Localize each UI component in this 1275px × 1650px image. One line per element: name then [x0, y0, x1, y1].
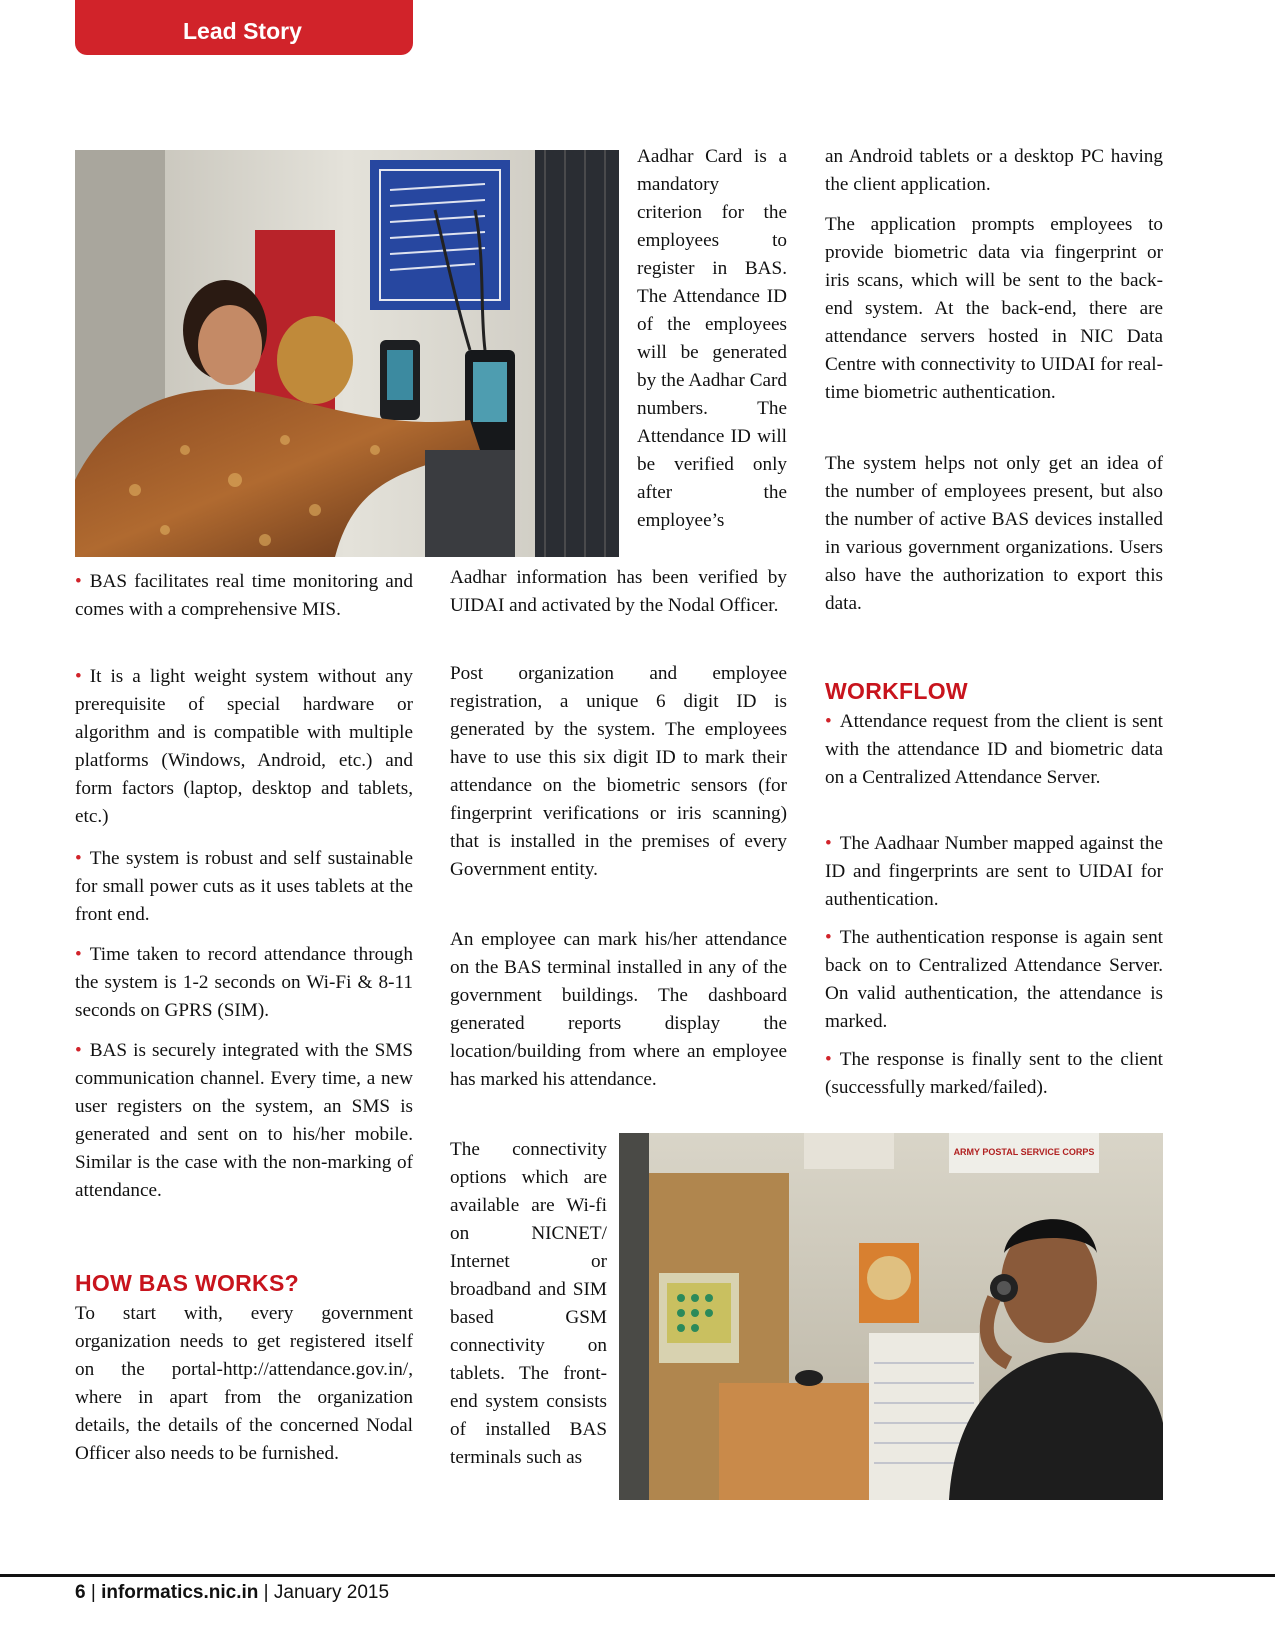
col1-bullet-4: • Time taken to record attendance through the system is 1-2 seconds on Wi-Fi & 8-11 seconds on GPRS (SIM).: [75, 944, 413, 1021]
bullet-dot: •: [75, 571, 82, 592]
footer: [75, 1582, 389, 1604]
col1-how-para: To start with, every government organization needs to get registered itself on the portal-http://attendance.gov.in/, where in apart from the organization details, the details of the concerned Nodal Officer also needs to be furnished.: [75, 1303, 413, 1464]
bullet-dot: •: [75, 666, 82, 687]
photo-woman-biometric-image: [75, 150, 619, 557]
bullet-dot: •: [75, 944, 82, 965]
photo-woman-biometric: [75, 150, 619, 557]
footer-rule: [0, 1574, 1275, 1577]
col3-bullet-2: • The Aadhaar Number mapped against the ID and fingerprints are sent to UIDAI for authentication.: [825, 833, 1163, 910]
bullet-dot: •: [825, 927, 832, 948]
col3-bullet-1: • Attendance request from the client is sent with the attendance ID and biometric data on a Centralized Attendance Server.: [825, 711, 1163, 788]
bullet-dot: •: [75, 848, 82, 869]
army-postal-sign: ARMY POSTAL SERVICE CORPS: [953, 1147, 1095, 1157]
heading-workflow: WORKFLOW: [825, 678, 968, 704]
bullet-dot: •: [825, 711, 832, 732]
photo-man-iris-scanner: [619, 1133, 1163, 1500]
col1-bullet-2: • It is a light weight system without any prerequisite of special hardware or algorithm and is compatible with multiple platforms (Windows, Android, etc.) and form factors (laptop, desktop and tablets, etc.): [75, 666, 413, 827]
bullet-dot: •: [75, 1040, 82, 1061]
footer-date: January 2015: [273, 1582, 390, 1603]
heading-how-bas-works: HOW BAS WORKS?: [75, 1270, 299, 1296]
photo-man-iris-scanner-image: [619, 1133, 1163, 1500]
col1-bullet-5: • BAS is securely integrated with the SMS communication channel. Every time, a new user registers on the system, an SMS is generated and sent on to his/her mobile. Similar is the case with the non-marking of attendance.: [75, 1040, 413, 1201]
col2-para-terminal: An employee can mark his/her attendance on the BAS terminal installed in any of the government buildings. The dashboard generated reports display the location/building from where an employee has marked his attendance.: [450, 929, 787, 1090]
footer-separator: |: [263, 1582, 274, 1603]
footer-site: informatics.nic.in: [101, 1582, 259, 1603]
col2-para-connectivity: The connectivity options which are available are Wi-fi on NICNET/ Internet or broadband and SIM based GSM connectivity on tablets. The front-end system consists of installed BAS terminals such as: [450, 1139, 607, 1468]
section-tab: [75, 0, 413, 55]
col3-para-2: The application prompts employees to provide biometric data via fingerprint or iris scans, which will be sent to the back-end system. At the back-end, there are attendance servers hosted in NIC Data Centre with connectivity to UIDAI for real-time biometric authentication.: [825, 214, 1163, 403]
col3-para-1: an Android tablets or a desktop PC having the client application.: [825, 146, 1163, 195]
col3-bullet-3: • The authentication response is again sent back on to Centralized Attendance Server. On valid authentication, the attendance is marked.: [825, 927, 1163, 1032]
bullet-dot: •: [825, 1049, 832, 1070]
col2-beside-photo: Aadhar Card is a mandatory criterion for the employees to register in BAS. The Attendance ID of the employees will be generated by the Aadhar Card numbers. The Attendance ID will be verified only after the employee’s: [637, 146, 787, 531]
bullet-dot: •: [825, 833, 832, 854]
footer-page-number: 6: [75, 1582, 86, 1603]
col2-para-registration: Post organization and employee registration, a unique 6 digit ID is generated by the system. The employees have to use this six digit ID to mark their attendance on the biometric sensors (for fingerprint verifications or iris scanning) that is installed in the premises of every Government entity.: [450, 663, 787, 880]
col1-bullet-1: • BAS facilitates real time monitoring and comes with a comprehensive MIS.: [75, 571, 413, 620]
col1-bullet-3: • The system is robust and self sustainable for small power cuts as it uses tablets at the front end.: [75, 848, 413, 925]
footer-separator: |: [90, 1582, 102, 1603]
section-tab-label: Lead Story: [183, 18, 302, 44]
col2-continued: Aadhar information has been verified by UIDAI and activated by the Nodal Officer.: [450, 567, 787, 616]
col3-para-3: The system helps not only get an idea of the number of employees present, but also the number of active BAS devices installed in various government organizations. Users also have the authorization to export this data.: [825, 453, 1163, 614]
col3-bullet-4: • The response is finally sent to the client (successfully marked/failed).: [825, 1049, 1163, 1098]
